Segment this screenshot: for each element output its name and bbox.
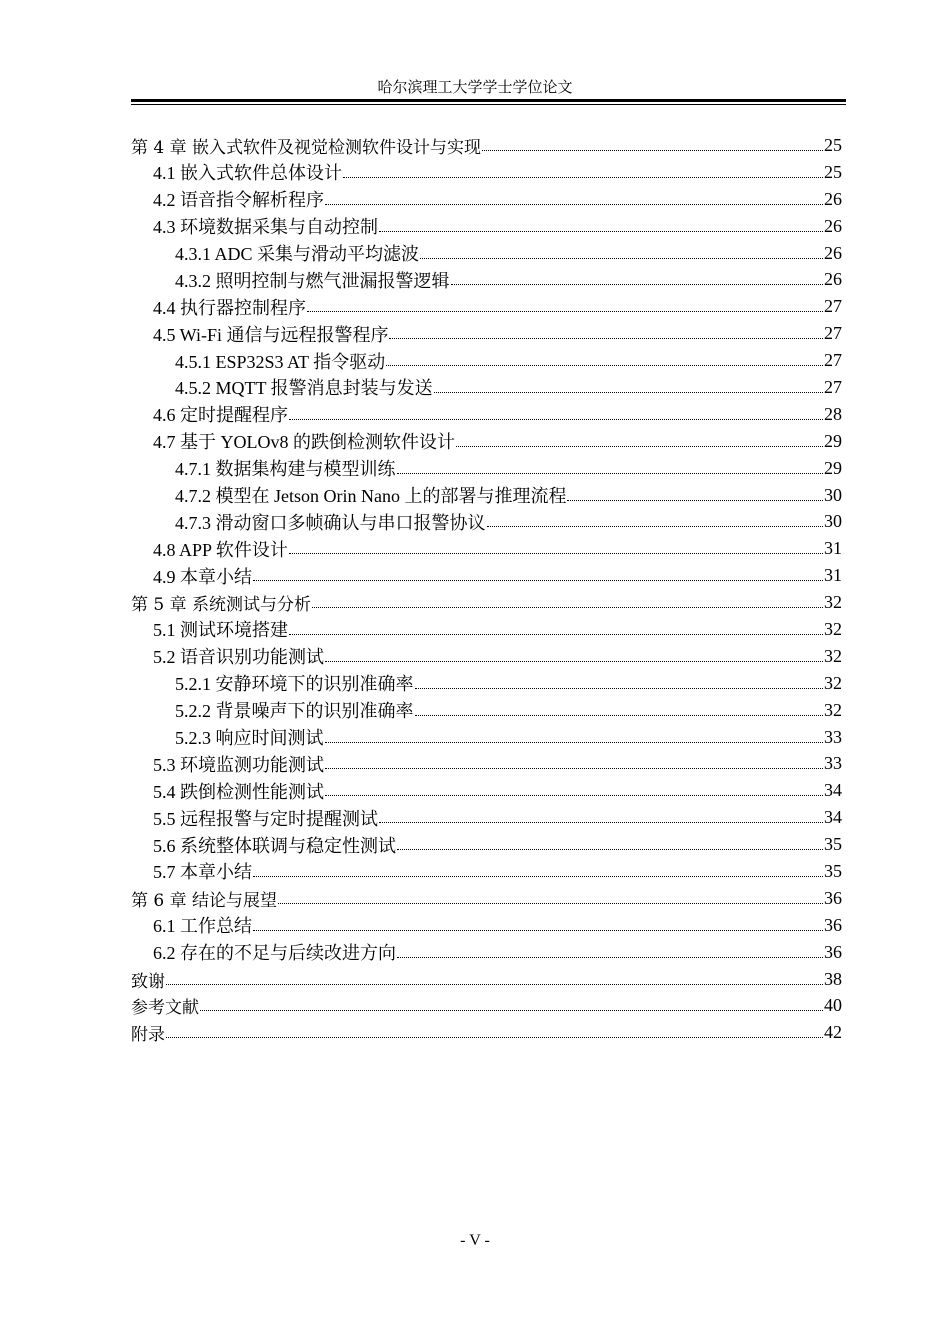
toc-entry-page-number: 27 bbox=[824, 350, 842, 371]
toc-entry-title: 第 4 章 嵌入式软件及视觉检测软件设计与实现 bbox=[131, 137, 482, 158]
toc-entry-title: 4.5.1 ESP32S3 AT 指令驱动 bbox=[175, 351, 386, 372]
toc-entry[interactable] bbox=[131, 562, 842, 589]
toc-entry-page-number: 27 bbox=[824, 376, 842, 397]
toc-dot-leader bbox=[386, 365, 823, 366]
toc-dot-leader bbox=[415, 688, 824, 689]
toc-entry-title: 5.2.1 安静环境下的识别准确率 bbox=[175, 674, 414, 695]
toc-entry[interactable] bbox=[131, 939, 842, 966]
toc-entry[interactable] bbox=[131, 643, 842, 670]
toc-entry-page-number: 32 bbox=[824, 618, 842, 639]
toc-entry[interactable] bbox=[131, 293, 842, 320]
footer-page-number: - V - bbox=[460, 1232, 490, 1249]
toc-entry-page-number: 32 bbox=[824, 592, 842, 613]
toc-entry[interactable] bbox=[131, 858, 842, 885]
toc-entry-page-number: 36 bbox=[824, 941, 842, 962]
toc-entry[interactable] bbox=[131, 347, 842, 374]
toc-entry-title: 4.5.2 MQTT 报警消息封装与发送 bbox=[175, 378, 433, 399]
toc-entry-page-number: 36 bbox=[824, 887, 842, 908]
toc-dot-leader bbox=[487, 526, 824, 527]
toc-dot-leader bbox=[325, 204, 823, 205]
toc-entry-title: 第 6 章 结论与展望 bbox=[131, 890, 278, 911]
toc-entry-page-number: 33 bbox=[824, 726, 842, 747]
toc-entry-page-number: 28 bbox=[824, 403, 842, 424]
toc-entry-page-number: 32 bbox=[824, 672, 842, 693]
toc-entry-title: 4.7.1 数据集构建与模型训练 bbox=[175, 459, 396, 480]
toc-dot-leader bbox=[253, 876, 823, 877]
toc-entry[interactable] bbox=[131, 508, 842, 535]
toc-entry[interactable] bbox=[131, 132, 842, 159]
toc-dot-leader bbox=[325, 661, 823, 662]
toc-dot-leader bbox=[307, 311, 823, 312]
toc-dot-leader bbox=[451, 284, 824, 285]
toc-entry-title: 6.2 存在的不足与后续改进方向 bbox=[153, 943, 396, 964]
toc-dot-leader bbox=[482, 150, 823, 151]
toc-dot-leader bbox=[379, 822, 823, 823]
toc-dot-leader bbox=[343, 177, 823, 178]
toc-dot-leader bbox=[415, 715, 824, 716]
toc-entry[interactable] bbox=[131, 482, 842, 509]
toc-dot-leader bbox=[325, 795, 823, 796]
toc-entry-title: 5.2.3 响应时间测试 bbox=[175, 728, 324, 749]
toc-dot-leader bbox=[567, 500, 823, 501]
toc-entry-page-number: 26 bbox=[824, 242, 842, 263]
toc-dot-leader bbox=[389, 338, 823, 339]
toc-entry[interactable] bbox=[131, 240, 842, 267]
toc-entry-title: 5.3 环境监测功能测试 bbox=[153, 754, 324, 775]
toc-entry-title: 4.4 执行器控制程序 bbox=[153, 297, 306, 318]
toc-dot-leader bbox=[166, 1037, 823, 1038]
toc-entry[interactable] bbox=[131, 966, 842, 993]
toc-entry-page-number: 26 bbox=[824, 215, 842, 236]
toc-entry[interactable] bbox=[131, 455, 842, 482]
toc-entry-title: 5.5 远程报警与定时提醒测试 bbox=[153, 808, 378, 829]
toc-entry[interactable] bbox=[131, 912, 842, 939]
toc-entry-title: 4.7 基于 YOLOv8 的跌倒检测软件设计 bbox=[153, 432, 455, 453]
toc-entry-page-number: 32 bbox=[824, 645, 842, 666]
toc-entry-page-number: 25 bbox=[824, 161, 842, 182]
header-rule-thin bbox=[131, 104, 846, 105]
toc-dot-leader bbox=[166, 984, 823, 985]
running-header-title: 哈尔滨理工大学学士学位论文 bbox=[377, 78, 573, 96]
toc-entry-page-number: 31 bbox=[824, 565, 842, 586]
toc-entry-page-number: 29 bbox=[824, 457, 842, 478]
toc-dot-leader bbox=[397, 957, 823, 958]
toc-entry[interactable] bbox=[131, 535, 842, 562]
toc-entry-title: 4.3.2 照明控制与燃气泄漏报警逻辑 bbox=[175, 270, 450, 291]
toc-entry[interactable] bbox=[131, 266, 842, 293]
toc-entry[interactable] bbox=[131, 401, 842, 428]
toc-entry[interactable] bbox=[131, 670, 842, 697]
toc-entry[interactable] bbox=[131, 374, 842, 401]
toc-entry[interactable] bbox=[131, 777, 842, 804]
toc-dot-leader bbox=[278, 903, 823, 904]
toc-entry[interactable] bbox=[131, 885, 842, 912]
toc-entry-page-number: 34 bbox=[824, 807, 842, 828]
toc-entry-page-number: 26 bbox=[824, 188, 842, 209]
toc-entry-page-number: 42 bbox=[824, 1022, 842, 1043]
toc-entry[interactable] bbox=[131, 186, 842, 213]
toc-dot-leader bbox=[397, 849, 823, 850]
table-of-contents bbox=[131, 132, 842, 1046]
toc-entry-title: 附录 bbox=[131, 1025, 165, 1046]
toc-entry-title: 4.3.1 ADC 采集与滑动平均滤波 bbox=[175, 244, 420, 264]
toc-entry-title: 5.2.2 背景噪声下的识别准确率 bbox=[175, 701, 414, 722]
toc-entry[interactable] bbox=[131, 697, 842, 724]
toc-entry-page-number: 29 bbox=[824, 430, 842, 451]
toc-dot-leader bbox=[325, 742, 824, 743]
toc-dot-leader bbox=[456, 446, 823, 447]
toc-entry-title: 5.7 本章小结 bbox=[153, 862, 252, 883]
toc-entry-title: 4.5 Wi-Fi 通信与远程报警程序 bbox=[153, 324, 389, 345]
toc-entry-page-number: 31 bbox=[824, 538, 842, 559]
toc-entry-page-number: 30 bbox=[824, 484, 842, 505]
toc-entry[interactable] bbox=[131, 993, 842, 1020]
toc-dot-leader bbox=[253, 930, 823, 931]
toc-entry-title: 4.2 语音指令解析程序 bbox=[153, 190, 324, 211]
toc-dot-leader bbox=[289, 634, 823, 635]
toc-dot-leader bbox=[253, 580, 823, 581]
toc-dot-leader bbox=[325, 768, 823, 769]
toc-entry-title: 4.8 APP 软件设计 bbox=[153, 539, 288, 560]
toc-entry-page-number: 27 bbox=[824, 323, 842, 344]
toc-entry[interactable] bbox=[131, 1019, 842, 1046]
toc-entry-title: 5.6 系统整体联调与稳定性测试 bbox=[153, 835, 396, 856]
toc-entry-title: 6.1 工作总结 bbox=[153, 916, 252, 937]
toc-entry-page-number: 35 bbox=[824, 860, 842, 881]
toc-dot-leader bbox=[200, 1010, 823, 1011]
toc-dot-leader bbox=[379, 231, 823, 232]
toc-dot-leader bbox=[434, 392, 823, 393]
toc-entry-title: 4.9 本章小结 bbox=[153, 566, 252, 587]
toc-entry[interactable] bbox=[131, 589, 842, 616]
toc-entry-page-number: 27 bbox=[824, 296, 842, 317]
toc-entry-page-number: 32 bbox=[824, 699, 842, 720]
toc-entry-title: 4.1 嵌入式软件总体设计 bbox=[153, 163, 342, 184]
toc-entry-page-number: 33 bbox=[824, 753, 842, 774]
toc-entry-title: 致谢 bbox=[131, 971, 165, 992]
toc-entry-page-number: 40 bbox=[824, 995, 842, 1016]
toc-dot-leader bbox=[420, 258, 823, 259]
toc-entry-page-number: 26 bbox=[824, 269, 842, 290]
toc-entry-title: 4.3 环境数据采集与自动控制 bbox=[153, 217, 378, 238]
toc-entry-title: 5.4 跌倒检测性能测试 bbox=[153, 781, 324, 802]
toc-entry[interactable] bbox=[131, 428, 842, 455]
toc-entry[interactable] bbox=[131, 320, 842, 347]
toc-entry-title: 5.1 测试环境搭建 bbox=[153, 620, 288, 641]
toc-entry[interactable] bbox=[131, 213, 842, 240]
toc-entry-title: 4.6 定时提醒程序 bbox=[153, 405, 288, 426]
toc-dot-leader bbox=[312, 607, 823, 608]
toc-entry-title: 5.2 语音识别功能测试 bbox=[153, 647, 324, 668]
toc-entry-title: 4.7.3 滑动窗口多帧确认与串口报警协议 bbox=[175, 512, 486, 533]
toc-entry-page-number: 34 bbox=[824, 780, 842, 801]
toc-dot-leader bbox=[289, 419, 823, 420]
toc-entry[interactable] bbox=[131, 831, 842, 858]
toc-dot-leader bbox=[397, 473, 824, 474]
toc-entry-page-number: 30 bbox=[824, 511, 842, 532]
toc-entry-title: 第 5 章 系统测试与分析 bbox=[131, 595, 312, 616]
toc-entry[interactable] bbox=[131, 616, 842, 643]
toc-entry-page-number: 38 bbox=[824, 968, 842, 989]
toc-entry-page-number: 36 bbox=[824, 914, 842, 935]
toc-entry[interactable] bbox=[131, 804, 842, 831]
toc-entry-page-number: 35 bbox=[824, 834, 842, 855]
toc-entry-title: 参考文献 bbox=[131, 998, 199, 1019]
header-rule-thick bbox=[131, 99, 846, 102]
toc-entry[interactable] bbox=[131, 159, 842, 186]
toc-entry[interactable] bbox=[131, 750, 842, 777]
toc-entry[interactable] bbox=[131, 724, 842, 751]
toc-dot-leader bbox=[289, 553, 823, 554]
toc-entry-title: 4.7.2 模型在 Jetson Orin Nano 上的部署与推理流程 bbox=[175, 486, 567, 507]
toc-entry-page-number: 25 bbox=[824, 134, 842, 155]
